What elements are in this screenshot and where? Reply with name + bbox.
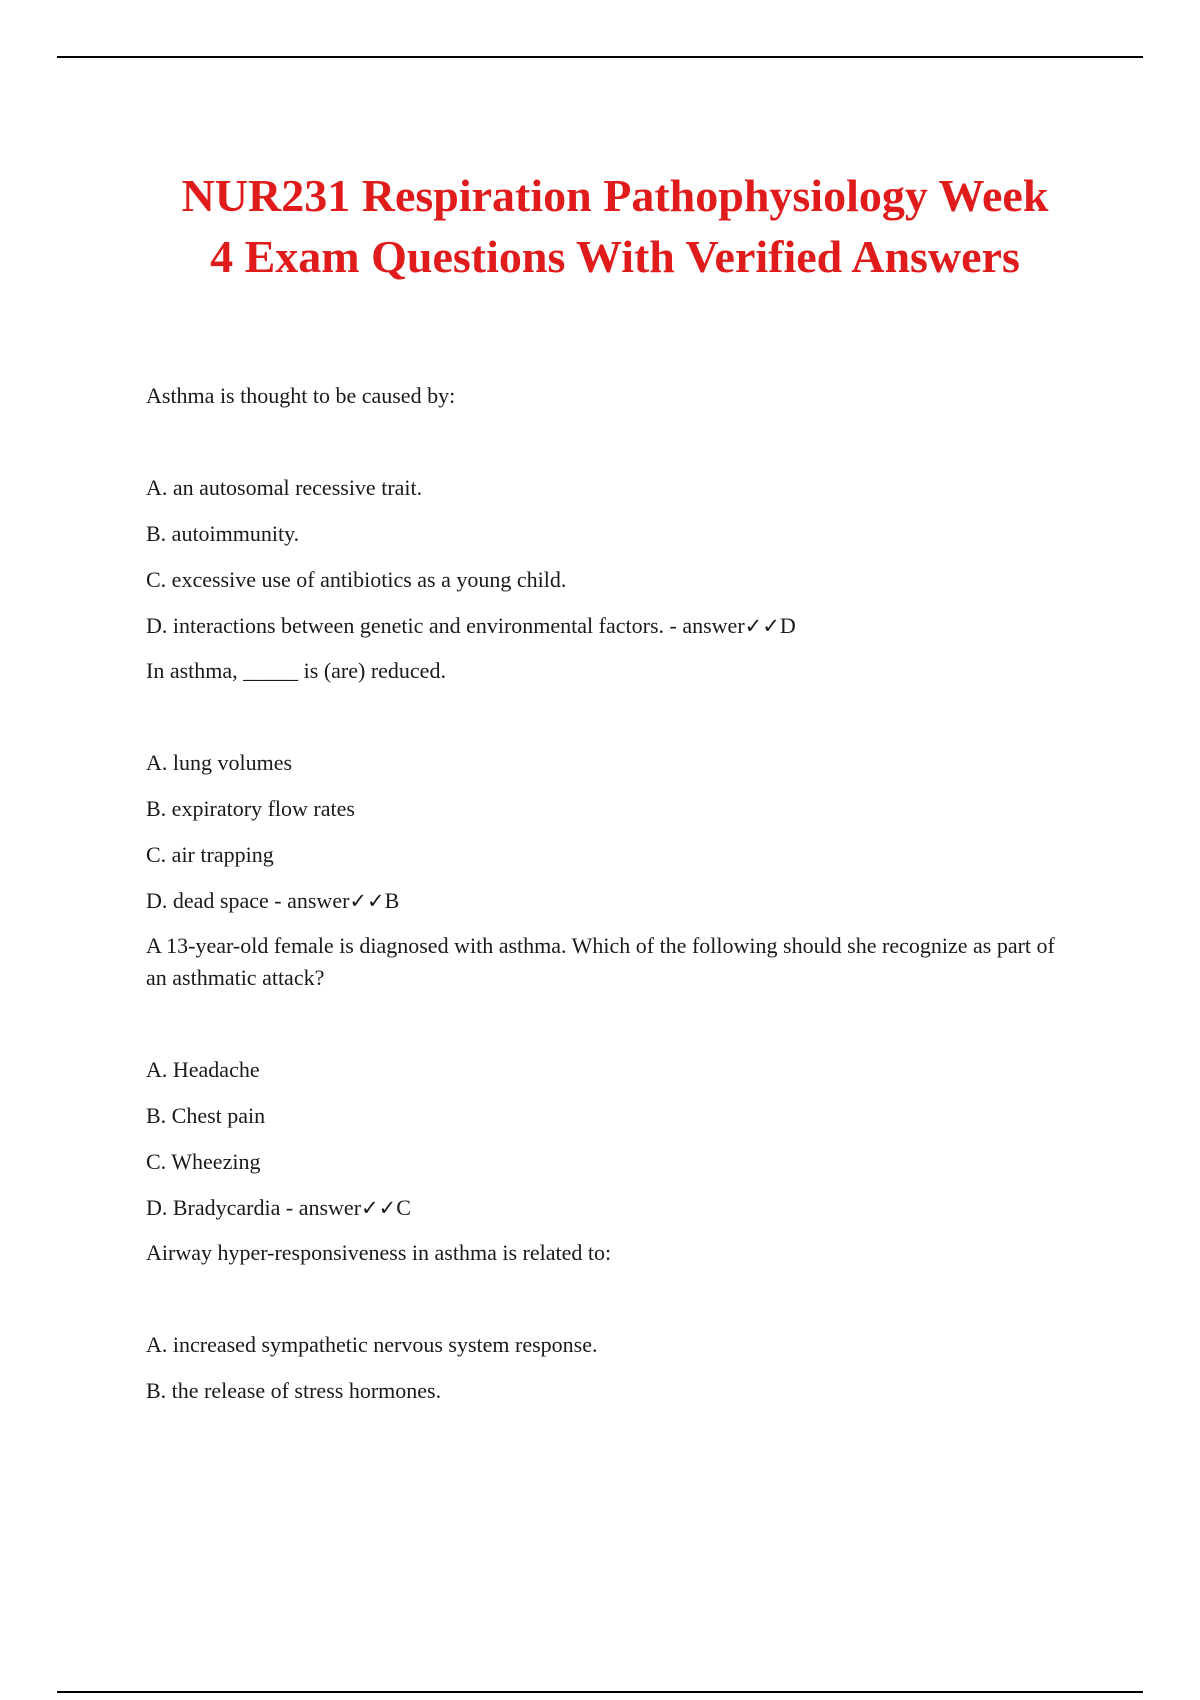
- answer-option: C. excessive use of antibiotics as a young child.: [146, 567, 567, 592]
- answer-option: B. the release of stress hormones.: [146, 1378, 442, 1403]
- answer-key: D: [779, 613, 796, 638]
- answer-option: A. an autosomal recessive trait.: [146, 475, 423, 500]
- check-mark-icon: ✓✓: [349, 889, 385, 913]
- answer-option: A. Headache: [146, 1057, 260, 1082]
- answer-option: B. Chest pain: [146, 1103, 266, 1128]
- answer-option: B. expiratory flow rates: [146, 796, 355, 821]
- question-list: [146, 380, 1081, 1421]
- answer-option-text: D. dead space - answer: [146, 888, 350, 913]
- footer-rule: [57, 1691, 1143, 1693]
- answer-key: B: [384, 888, 400, 913]
- answer-option: C. Wheezing: [146, 1149, 261, 1174]
- answer-key: C: [396, 1195, 411, 1220]
- answer-option: C. air trapping: [146, 842, 274, 867]
- title-line-1: NUR231 Respiration Pathophysiology Week: [181, 170, 1049, 221]
- title-line-2: 4 Exam Questions With Verified Answers: [210, 231, 1020, 282]
- answer-option-text: D. interactions between genetic and environmental factors. - answer: [146, 613, 745, 638]
- check-mark-icon: ✓✓: [361, 1196, 397, 1220]
- question-prompt: In asthma, _____ is (are) reduced.: [146, 658, 446, 683]
- answer-option-with-key: [146, 885, 1081, 917]
- question-prompt: Asthma is thought to be caused by:: [146, 383, 456, 408]
- answer-option: A. lung volumes: [146, 750, 293, 775]
- answer-option: B. autoimmunity.: [146, 521, 300, 546]
- question-prompt: Airway hyper-responsiveness in asthma is related to:: [146, 1240, 612, 1265]
- answer-option-text: D. Bradycardia - answer: [146, 1195, 362, 1220]
- check-mark-icon: ✓✓: [744, 614, 780, 638]
- answer-option-with-key: [146, 1192, 1081, 1224]
- question-prompt: A 13-year-old female is diagnosed with asthma. Which of the following should she recognize as part of an asthmatic attack?: [146, 933, 1055, 990]
- header-rule: [57, 56, 1143, 58]
- answer-option-with-key: [146, 610, 1081, 642]
- document-title: [120, 165, 1110, 287]
- answer-option: A. increased sympathetic nervous system response.: [146, 1332, 598, 1357]
